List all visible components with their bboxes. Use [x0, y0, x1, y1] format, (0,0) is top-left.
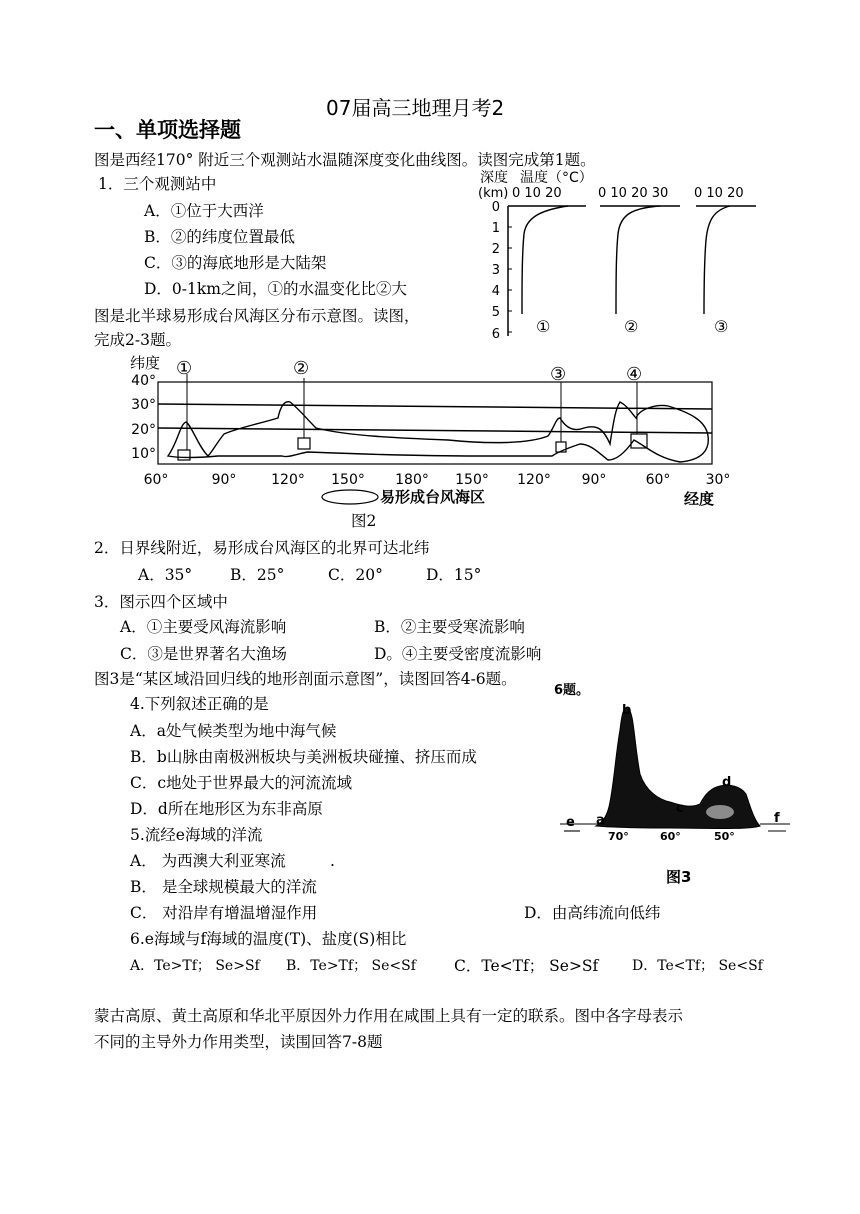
fig1-temp-label: 温度（°C）	[520, 170, 593, 186]
fig1-depth-tick: 4	[491, 284, 500, 299]
q3-option-d: D。④主要受密度流影响	[374, 645, 542, 663]
q5-option-a: A． 为西澳大利亚寒流	[130, 852, 286, 870]
fig1-depth-label: 深度	[480, 170, 508, 186]
fig3-letter-d: d	[722, 775, 732, 790]
fig3-corner-text: 6题。	[554, 683, 590, 698]
q6-option-a: A．Te>Tf； Se>Sf	[130, 958, 260, 974]
intro-text-2a: 图是北半球易形成台风海区分布示意图。读图，	[94, 307, 420, 325]
q6-stem: 6.e海域与f海域的温度(T)、盐度(S)相比	[130, 930, 407, 948]
q5-option-c: C． 对沿岸有增温增湿作用	[130, 904, 318, 922]
q6-option-b: B．Te>Tf； Se<Sf	[286, 958, 416, 974]
q4-option-d: D．d所在地形区为东非高原	[130, 800, 323, 818]
fig1-curve-1	[522, 206, 568, 314]
fig2-lon-label: 经度	[684, 490, 715, 508]
fig2-lon-tick: 150°	[455, 472, 489, 488]
fig3-letter-f: f	[774, 811, 780, 826]
fig2-lon-tick: 60°	[645, 472, 671, 488]
q4-option-a: A．a处气候类型为地中海气候	[130, 722, 337, 740]
fig1-curve-3	[704, 206, 730, 314]
page-title: 07届高三地理月考2	[326, 96, 505, 120]
fig3-letter-a: a	[596, 813, 605, 828]
intro-text-2b: 完成2-3题。	[94, 331, 181, 349]
q1-option-c: C．③的海底地形是大陆架	[144, 254, 327, 272]
fig1-depth-tick: 0	[491, 200, 500, 215]
q1-option-b: B．②的纬度位置最低	[144, 228, 295, 246]
q2-option-a: A．35°	[138, 566, 193, 584]
intro-text-3: 图3是“某区域沿回归线的地形剖面示意图”，读图回答4-6题。	[94, 670, 517, 688]
fig3-lon-tick: 60°	[660, 830, 681, 843]
fig2-lon-tick: 30°	[705, 472, 731, 488]
fig2-region-box-2	[298, 438, 310, 449]
fig1-depth-tick: 3	[491, 263, 500, 278]
figure-1-temperature-depth	[470, 164, 770, 344]
fig1-station-label: ①	[536, 317, 551, 336]
fig1-station-label: ③	[714, 317, 729, 336]
fig1-depth-tick: 2	[491, 242, 500, 257]
fig2-lon-tick: 120°	[517, 472, 551, 488]
q4-option-c: C．c地处于世界最大的河流流域	[130, 774, 353, 792]
q4-stem: 4.下列叙述正确的是	[130, 695, 269, 713]
q2-option-d: D．15°	[426, 566, 482, 584]
fig3-lon-tick: 50°	[714, 830, 735, 843]
q3-option-b: B．②主要受寒流影响	[374, 618, 525, 636]
fig3-lon-tick: 70°	[608, 830, 629, 843]
fig1-depth-tick: 5	[491, 305, 500, 320]
fig2-frame	[158, 382, 712, 464]
figure-2-caption: 图2	[351, 512, 377, 530]
fig2-lon-tick: 90°	[211, 472, 237, 488]
fig2-region-box-1	[178, 450, 190, 460]
fig2-lat-tick: 20°	[131, 422, 156, 438]
q6-option-d: D．Te<Tf； Se<Sf	[632, 958, 763, 974]
fig1-depth-tick: 6	[491, 327, 500, 342]
fig2-region-label: ①	[176, 358, 193, 379]
fig2-legend-label: 易形成台风海区	[380, 488, 486, 506]
fig3-letter-c: c	[676, 801, 684, 816]
fig2-region-label: ③	[550, 364, 567, 385]
fig2-lon-tick: 120°	[271, 472, 305, 488]
q5-option-b: B． 是全球规模最大的洋流	[130, 878, 317, 896]
intro-text-4a: 蒙古高原、黄土高原和华北平原因外力作用在咸围上具有一定的联系。图中各字母表示	[94, 1007, 684, 1025]
fig2-lon-tick: 150°	[331, 472, 365, 488]
fig2-legend-symbol	[322, 490, 378, 504]
fig3-caption: 图3	[666, 868, 692, 886]
fig1-axis2-ticks: 0 10 20 30	[598, 186, 669, 201]
fig3-letter-e: e	[566, 815, 575, 830]
fig1-axis1-ticks: 0 10 20	[512, 186, 562, 201]
q6-option-c: C．Te<Tf； Se>Sf	[454, 957, 599, 975]
section-heading: 一、单项选择题	[94, 117, 241, 142]
q2-stem: 2．日界线附近，易形成台风海区的北界可达北纬	[94, 539, 430, 557]
figure-2-typhoon-map	[128, 352, 744, 512]
fig2-lat-tick: 40°	[131, 373, 156, 389]
fig2-lon-tick: 60°	[143, 472, 169, 488]
fig2-lat-tick: 30°	[131, 397, 156, 413]
fig2-lat-label: 纬度	[130, 354, 161, 372]
fig2-lon-tick: 90°	[581, 472, 607, 488]
q5-option-d: D．由高纬流向低纬	[524, 904, 661, 922]
q5-stem: 5.流经e海域的洋流	[130, 826, 263, 844]
q3-option-c: C．③是世界著名大渔场	[120, 645, 287, 663]
intro-text-1: 图是西经170° 附近三个观测站水温随深度变化曲线图。读图完成第1题。	[94, 151, 596, 169]
fig1-axis3-ticks: 0 10 20	[694, 186, 744, 201]
fig3-letter-b: b	[622, 703, 632, 718]
fig1-depth-tick: 1	[491, 221, 500, 236]
fig1-curve-2	[616, 206, 660, 314]
figure-3-terrain-profile	[550, 682, 795, 888]
q1-stem: 1．三个观测站中	[98, 175, 217, 193]
fig1-unit-label: (km)	[478, 186, 509, 201]
q4-option-b: B．b山脉由南极洲板块与美洲板块碰撞、挤压而成	[130, 748, 477, 766]
q2-option-c: C．20°	[328, 566, 383, 584]
q3-stem: 3．图示四个区域中	[94, 593, 228, 611]
q1-option-d: D．0-1km之间，①的水温变化比②大	[144, 280, 407, 298]
intro-text-4b: 不同的主导外力作用类型，读围回答7-8题	[94, 1033, 383, 1051]
q5-option-a-mark: .	[330, 852, 335, 870]
fig2-lon-tick: 180°	[395, 472, 429, 488]
fig2-lat-tick: 10°	[131, 446, 156, 462]
q1-option-a: A．①位于大西洋	[144, 202, 264, 220]
fig2-region-label: ②	[293, 358, 310, 379]
q3-option-a: A．①主要受风海流影响	[120, 618, 287, 636]
fig1-station-label: ②	[624, 317, 639, 336]
q2-option-b: B．25°	[230, 566, 285, 584]
fig2-region-label: ④	[626, 364, 643, 385]
